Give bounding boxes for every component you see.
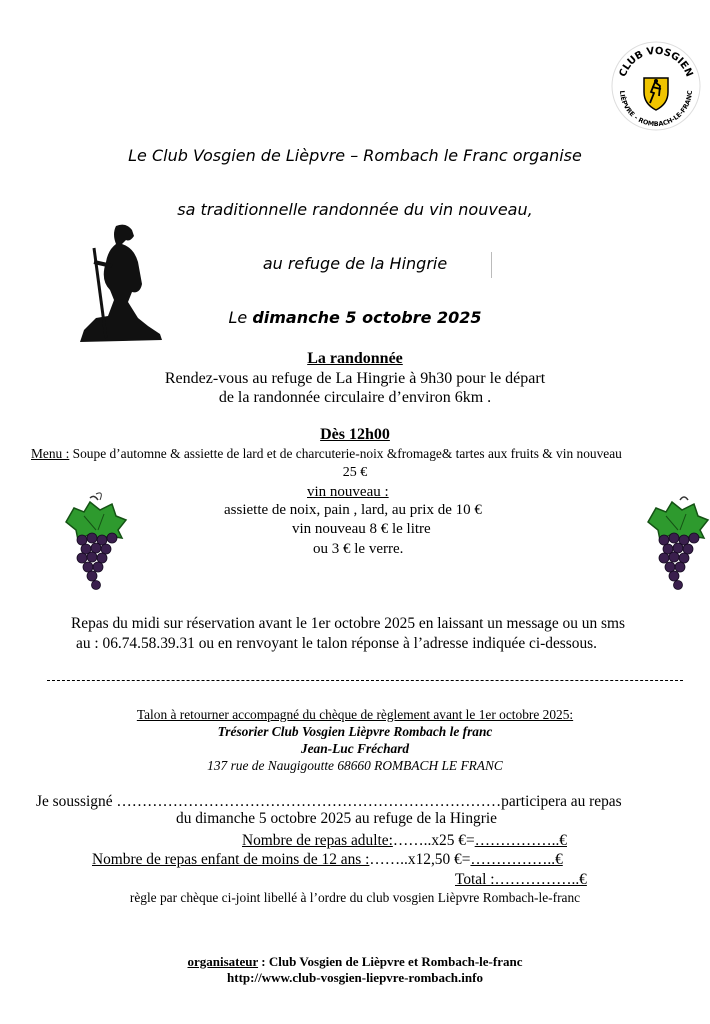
adult-meals-blank: ……………..€ <box>474 832 567 849</box>
grapes-icon <box>60 492 132 592</box>
child-meals-blank: ……………..€ <box>470 851 563 868</box>
footer-organizer <box>0 954 710 970</box>
header-line-1: Le Club Vosgien de Lièpvre – Rombach le Franc organise <box>128 146 582 165</box>
total-label: Total : <box>455 871 495 888</box>
talon-line-4: 137 rue de Naugigoutte 68660 ROMBACH LE FRANC <box>207 758 503 773</box>
footer-text: : Club Vosgien de Lièpvre et Rombach-le-franc <box>258 954 523 969</box>
randonnee-line-2: de la randonnée circulaire d’environ 6km . <box>218 389 492 406</box>
footer-url[interactable]: http://www.club-vosgien-liepvre-rombach.info <box>227 970 483 985</box>
talon-line-2: Trésorier Club Vosgien Lièpvre Rombach le franc <box>217 724 493 739</box>
menu-time: Dès 12h00 <box>320 426 390 443</box>
date-prefix: Le <box>228 308 253 327</box>
child-meals-label: Nombre de repas enfant de moins de 12 ans : <box>92 851 370 868</box>
child-meals-rest: ……..x12,50 €= <box>369 851 471 868</box>
text-cursor <box>491 252 492 278</box>
header-line-3: au refuge de la Hingrie <box>262 254 448 273</box>
total-row <box>455 871 587 889</box>
adult-meals-rest: ……..x25 €= <box>392 832 475 849</box>
form-line-1: Je soussigné …………………………………………………………………participera au repas <box>36 793 622 810</box>
reservation-line-2: au : 06.74.58.39.31 ou en renvoyant le talon réponse à l’adresse indiquée ci-dessous. <box>76 635 598 652</box>
footer-label: organisateur <box>187 954 259 969</box>
menu-price: 25 € <box>342 465 368 480</box>
form-line-2: du dimanche 5 octobre 2025 au refuge de la Hingrie <box>176 810 497 827</box>
menu-text: Soupe d’automne & assiette de lard et de charcuterie-noix &fromage& tartes aux fruits & vin nouveau <box>69 446 622 461</box>
club-vosgien-logo <box>610 40 702 132</box>
hiker-icon <box>76 222 166 344</box>
adult-meals-label: Nombre de repas adulte: <box>242 832 393 849</box>
vin-title: vin nouveau : <box>307 484 389 500</box>
adult-meals-row <box>242 832 567 850</box>
talon-line-1: Talon à retourner accompagné du chèque de règlement avant le 1er octobre 2025: <box>136 707 574 722</box>
randonnee-title: La randonnée <box>307 350 403 367</box>
svg-text:CLUB VOSGIEN: CLUB VOSGIEN <box>617 45 695 79</box>
total-blank: ……………..€ <box>494 871 587 888</box>
vin-line-1: assiette de noix, pain , lard, au prix de 10 € <box>224 502 482 518</box>
randonnee-line-1: Rendez-vous au refuge de La Hingrie à 9h30 pour le départ <box>164 370 546 387</box>
vin-line-3: ou 3 € le verre. <box>313 541 404 557</box>
date-value: dimanche 5 octobre 2025 <box>252 308 482 327</box>
child-meals-row <box>92 851 563 869</box>
reservation-line-1: Repas du midi sur réservation avant le 1er octobre 2025 en laissant un message ou un sms <box>71 615 625 632</box>
vin-line-2: vin nouveau 8 € le litre <box>292 521 431 537</box>
menu-line <box>31 446 710 462</box>
header-line-2: sa traditionnelle randonnée du vin nouveau, <box>177 200 533 219</box>
menu-label: Menu : <box>31 446 70 461</box>
grapes-icon <box>644 494 710 594</box>
talon-line-3: Jean-Luc Fréchard <box>300 741 410 756</box>
svg-text:LIÈPVRE - ROMBACH-LE-FRANC: LIÈPVRE - ROMBACH-LE-FRANC <box>617 90 695 129</box>
cut-line-divider <box>47 680 683 681</box>
payment-line: règle par chèque ci-joint libellé à l’ordre du club vosgien Lièpvre Rombach-le-franc <box>129 890 581 905</box>
